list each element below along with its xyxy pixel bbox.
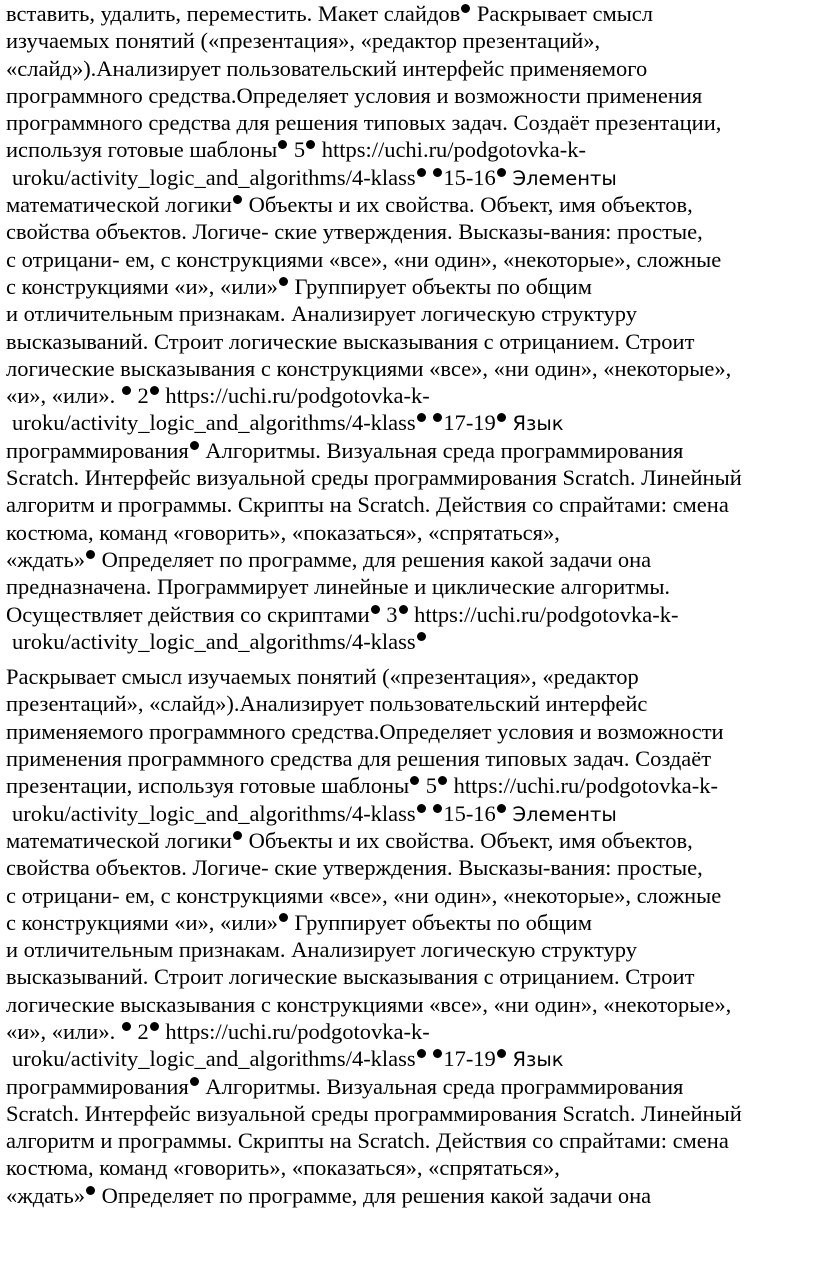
bullet-icon [371,605,380,614]
text-line: свойства объектов. Логиче- ские утверждения. Высказы-вания: простые, [6,219,703,245]
text-line: Раскрывает смысл изучаемых понятий («презентация», «редактор [6,664,639,690]
text-line: математической логики Объекты и их свойства. Объект, имя объектов, [6,192,693,218]
bullet-icon [279,277,288,286]
bullet-icon [417,168,426,177]
text-line: uroku/activity_logic_and_algorithms/4-klass 17-19 Язык [12,410,564,436]
bullet-icon [417,1049,426,1058]
text-line: презентаций», «слайд»).Анализирует пользовательский интерфейс [6,691,648,717]
bullet-icon [438,776,447,785]
bullet-icon [497,804,506,813]
bullet-icon [461,4,470,13]
text-block-1 [6,0,812,655]
bullet-icon [278,140,287,149]
text-line: презентации, используя готовые шаблоны 5 https://uchi.ru/podgotovka-k- [6,773,718,799]
bullet-icon [433,1049,442,1058]
text-line: uroku/activity_logic_and_algorithms/4-klass 15-16 Элементы [12,164,617,190]
bullet-icon [497,413,506,422]
text-line: с конструкциями «и», «или» Группирует объекты по общим [6,909,592,935]
text-line: высказываний. Строит логические высказывания с отрицанием. Строит [6,964,695,990]
text-line: логические высказывания с конструкциями «все», «ни один», «некоторые», [6,355,732,381]
bullet-icon [150,386,159,395]
text-line: костюма, команд «говорить», «показаться», «спрятаться», [6,1155,560,1181]
bullet-icon [122,386,131,395]
bullet-icon [433,804,442,813]
text-line: «и», «или». 2 https://uchi.ru/podgotovka-k- [6,1018,430,1044]
text-line: программирования Алгоритмы. Визуальная среда программирования [6,437,684,463]
text-line: алгоритм и программы. Скрипты на Scratch. Действия со спрайтами: смена [6,1128,729,1154]
text-line: изучаемых понятий («презентация», «редактор презентаций», [6,28,601,54]
text-line: «ждать» Определяет по программе, для решения какой задачи она [6,546,652,572]
bullet-icon [150,1022,159,1031]
text-line: высказываний. Строит логические высказывания с отрицанием. Строит [6,328,695,354]
bullet-icon [190,441,199,450]
text-line: математической логики Объекты и их свойства. Объект, имя объектов, [6,827,693,853]
bullet-icon [306,140,315,149]
text-line: с конструкциями «и», «или» Группирует объекты по общим [6,273,592,299]
text-line: и отличительным признакам. Анализирует логическую структуру [6,301,637,327]
text-line: uroku/activity_logic_and_algorithms/4-klass 17-19 Язык [12,1046,564,1072]
text-line: «слайд»).Анализирует пользовательский интерфейс применяемого [6,55,648,81]
text-line: применения программного средства для решения типовых задач. Создаёт [6,746,712,772]
text-line: и отличительным признакам. Анализирует логическую структуру [6,937,637,963]
text-line: «ждать» Определяет по программе, для решения какой задачи она [6,1182,652,1208]
bullet-icon [233,195,242,204]
text-block-2 [6,663,812,1209]
bullet-icon [433,168,442,177]
bullet-icon [417,413,426,422]
text-line: применяемого программного средства.Определяет условия и возможности [6,718,724,744]
bullet-icon [417,632,426,641]
text-line: Scratch. Интерфейс визуальной среды программирования Scratch. Линейный [6,1100,742,1126]
bullet-icon [86,1186,95,1195]
text-line: алгоритм и программы. Скрипты на Scratch. Действия со спрайтами: смена [6,492,729,518]
document-page [6,0,812,1209]
text-line: свойства объектов. Логиче- ские утверждения. Высказы-вания: простые, [6,855,703,881]
bullet-icon [497,168,506,177]
text-line: uroku/activity_logic_and_algorithms/4-klass [6,628,812,655]
text-line: Осуществляет действия со скриптами 3 https://uchi.ru/podgotovka-k- [6,601,679,627]
bullet-icon [190,1077,199,1086]
bullet-icon [497,1049,506,1058]
text-line: Scratch. Интерфейс визуальной среды программирования Scratch. Линейный [6,465,742,491]
bullet-icon [433,413,442,422]
text-line: программного средства для решения типовых задач. Создаёт презентации, [6,110,722,136]
bullet-icon [279,913,288,922]
bullet-icon [86,550,95,559]
text-line: с отрицани- ем, с конструкциями «все», «ни один», «некоторые», сложные [6,882,722,908]
text-line: с отрицани- ем, с конструкциями «все», «ни один», «некоторые», сложные [6,246,722,272]
text-line: используя готовые шаблоны 5 https://uchi.ru/podgotovka-k- [6,137,587,163]
block-gap [6,655,812,663]
bullet-icon [417,804,426,813]
text-line: «и», «или». 2 https://uchi.ru/podgotovka-k- [6,383,430,409]
text-line: uroku/activity_logic_and_algorithms/4-klass 15-16 Элементы [12,800,617,826]
text-line: костюма, команд «говорить», «показаться», «спрятаться», [6,519,560,545]
text-line: предназначена. Программирует линейные и циклические алгоритмы. [6,574,671,600]
text-line: логические высказывания с конструкциями «все», «ни один», «некоторые», [6,991,732,1017]
bullet-icon [233,831,242,840]
bullet-icon [410,776,419,785]
bullet-icon [122,1022,131,1031]
bullet-icon [399,605,408,614]
text-line: вставить, удалить, переместить. Макет слайдов Раскрывает смысл [6,1,654,26]
text-line: программного средства.Определяет условия и возможности применения [6,82,703,108]
text-line: программирования Алгоритмы. Визуальная среда программирования [6,1073,684,1099]
